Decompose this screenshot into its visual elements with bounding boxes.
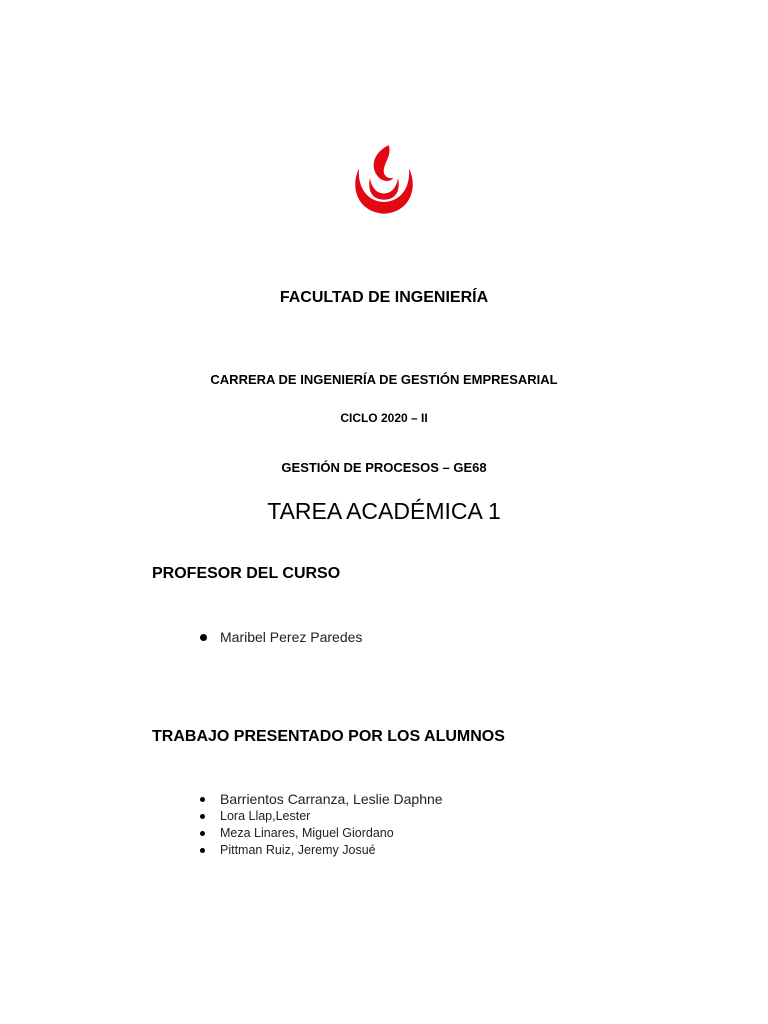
professor-list <box>198 629 362 645</box>
career-name: CARRERA DE INGENIERÍA DE GESTIÓN EMPRESARIAL <box>210 372 558 387</box>
student-name: Pittman Ruiz, Jeremy Josué <box>198 842 443 859</box>
student-name: Lora Llap,Lester <box>198 808 443 825</box>
professor-name: Maribel Perez Paredes <box>198 629 362 645</box>
university-logo-icon <box>345 142 423 220</box>
students-heading: TRABAJO PRESENTADO POR LOS ALUMNOS <box>152 728 505 745</box>
professor-heading: PROFESOR DEL CURSO <box>152 565 341 582</box>
task-title: TAREA ACADÉMICA 1 <box>267 498 501 524</box>
students-list <box>198 791 443 859</box>
student-name: Meza Linares, Miguel Giordano <box>198 825 443 842</box>
student-name: Barrientos Carranza, Leslie Daphne <box>198 791 443 808</box>
cycle-label: CICLO 2020 – II <box>340 411 428 425</box>
course-name: GESTIÓN DE PROCESOS – GE68 <box>281 460 487 475</box>
faculty-title: FACULTAD DE INGENIERÍA <box>279 289 489 306</box>
